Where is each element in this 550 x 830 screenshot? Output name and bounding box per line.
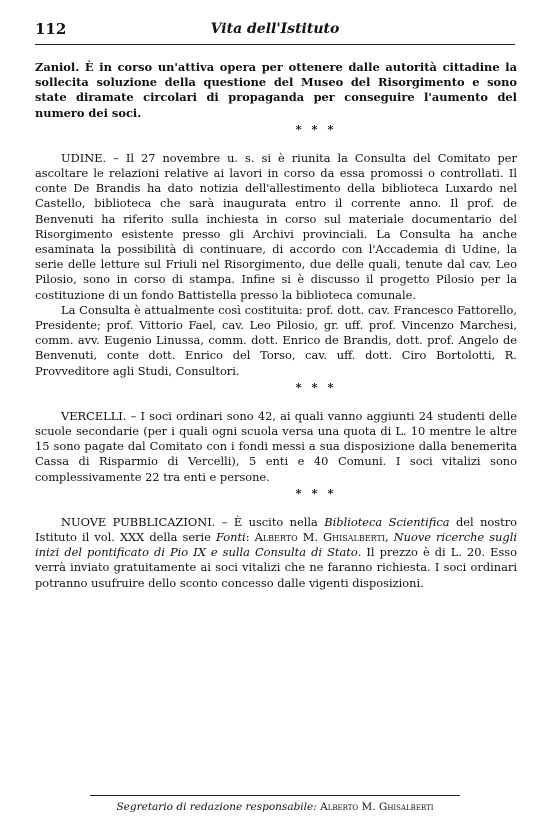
vercelli-paragraph: VERCELLI. – I soci ordinari sono 42, ai quali vanno aggiunti 24 studenti delle scuole secondarie (per i quali ogni scuola versa una quota di L. 10 mentre le altre 15 sono pagate dal Comitato con i fondi messi a sua disposizione dalla benemerita Cassa di Risparmio di Vercelli), 5 enti e 40 Comuni. I soci vitalizi sono complessivamente 22 tra enti e persone. <box>35 408 517 484</box>
section-separator: * * * <box>295 485 337 500</box>
page-body <box>35 60 517 591</box>
nuove-mid1: del nostro Istituto il vol. XXX della serie <box>35 514 517 545</box>
intro-paragraph: Zaniol. È in corso un'attiva opera per ottenere dalle autorità cittadine la sollecita soluzione della questione del Museo del Risorgimento e sono state diramate circolari di propaganda per conseguire l'aumento del numero dei soci. <box>35 60 517 120</box>
nuove-mid2: : <box>245 530 255 545</box>
udine-paragraph-2: La Consulta è attualmente così costituita: prof. dott. cav. Francesco Fattorello, Presidente; prof. Vittorio Fael, cav. Leo Pilosio, gr. uff. prof. Vincenzo Marchesi, comm. avv. Eugenio Linussa, comm. dott. Enrico de Brandis, dott. prof. Angelo de Benvenuti, conte dott. Enrico del Torso, cav. uff. dott. Ciro Bortolotti, R. Provveditore agli Studi, Consultori. <box>35 302 517 378</box>
section-separator: * * * <box>295 121 337 136</box>
nuove-lead: NUOVE PUBBLICAZIONI. – È uscito nella <box>61 514 325 529</box>
series-venue: Biblioteca Scientifica <box>324 514 450 529</box>
header-rule <box>35 44 515 45</box>
footer-name: Alberto M. Ghisalberti <box>320 801 434 813</box>
nuove-tail: . Il prezzo è di L. 20. Esso verrà inviato gratuitamente ai soci vitalizi che ne faranno richiesta. I soci ordinari potranno usufruire dello sconto concesso dalle vigenti disposizioni. <box>35 545 517 590</box>
nuove-mid3: , <box>384 530 394 545</box>
footer-label: Segretario di redazione responsabile: <box>116 801 317 813</box>
nuove-pubblicazioni-paragraph <box>35 515 517 591</box>
page-header <box>35 20 515 40</box>
book-title: Nuove ricerche sugli inizi del pontificato di Pio IX e sulla Consulta di Stato <box>35 530 517 560</box>
section-separator: * * * <box>295 379 337 394</box>
udine-paragraph-1: UDINE. – Il 27 novembre u. s. si è riunita la Consulta del Comitato per ascoltare le relazioni relative ai lavori in corso da essa promossi o controllati. Il conte De Brandis ha dato notizia dell'allestimento della biblioteca Luxardo nel Castello, biblioteca che sarà inaugurata entro il corrente anno. Il prof. de Benvenuti ha riferito sulla inchiesta in corso sul materiale documentario del Risorgimento esistente presso gli Archivi provinciali. La Consulta ha anche esaminata la possibilità di continuare, di accordo con l'Accademia di Udine, la serie delle letture sul Friuli nel Risorgimento, due delle quali, tenute dal cav. Leo Pilosio, sono in corso di stampa. Infine si è discusso il progetto Pilosio per la costituzione di un fondo Battistella presso la biblioteca comunale. <box>35 150 517 302</box>
book-author: Alberto M. Ghisalberti <box>254 530 385 545</box>
page-number: 112 <box>35 20 67 38</box>
page-footer <box>0 801 550 813</box>
footer-rule <box>90 795 460 796</box>
series-name: Fonti <box>216 530 246 545</box>
running-title: Vita dell'Istituto <box>210 21 340 37</box>
